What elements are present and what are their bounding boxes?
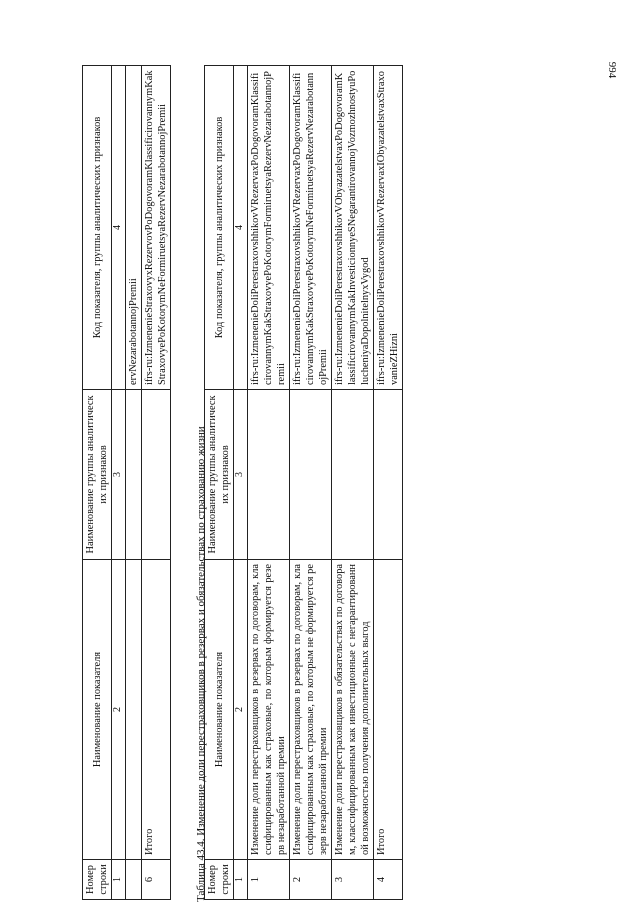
row-number: 4 — [373, 860, 402, 900]
header-row — [83, 66, 112, 900]
row-number: 1 — [247, 860, 289, 900]
table-43-3-end — [82, 65, 171, 900]
row-group — [125, 390, 141, 560]
row-number — [125, 860, 141, 900]
col-number: 2 — [112, 560, 126, 860]
row-group — [289, 390, 331, 560]
header-row — [205, 66, 234, 900]
col-number: 4 — [112, 66, 126, 390]
col-header-group: Наименование группы аналитических признаков — [205, 390, 234, 560]
row-code: ifrs-ru:IzmenenieDoliPerestraxovshhikovVRezervaxPoDogovoramKlassificirovannymKakStraxovyePoKotorymFormiruetsyaRezervNezarabotannojPremii — [247, 66, 289, 390]
col-header-number: Номер строки — [83, 860, 112, 900]
table-row — [247, 66, 289, 900]
table-row — [289, 66, 331, 900]
col-header-code: Код показателя, группы аналитических признаков — [205, 66, 234, 390]
row-code: ifrs-ru:IzmenenieDoliPerestraxovshhikovVRezervaxIObyazatelstvaxStraxovanieZHizni — [373, 66, 402, 390]
table-caption: Таблица 43.4. Изменение доли перестраховщиков в резервах и обязательствах по страхованию жизни — [195, 426, 207, 902]
row-number: 2 — [289, 860, 331, 900]
table-row — [141, 66, 170, 900]
col-header-code: Код показателя, группы аналитических признаков — [83, 66, 112, 390]
column-number-row — [234, 66, 248, 900]
row-group — [373, 390, 402, 560]
table-43-4 — [204, 65, 403, 900]
row-group — [141, 390, 170, 560]
row-name: Изменение доли перестраховщиков в обязательствах по договорам, классифицированным как инвестиционные с негарантированной возможностью получения дополнительных выгод — [331, 560, 373, 860]
row-code: ifrs-ru:IzmenenieStraxovyxRezervovPoDogovoramKlassificirovannymKakStraxovyePoKotorymNeFormiruetsyaRezervNezarabotannojPremii — [141, 66, 170, 390]
column-number-row — [112, 66, 126, 900]
row-code: ifrs-ru:IzmenenieDoliPerestraxovshhikovVRezervaxPoDogovoramKlassificirovannymKakStraxovyePoKotorymNeFormiruetsyaRezervNezarabotannojPremii — [289, 66, 331, 390]
row-number: 3 — [331, 860, 373, 900]
col-number: 3 — [234, 390, 248, 560]
col-number: 3 — [112, 390, 126, 560]
table-continuation — [82, 66, 188, 900]
row-number: 6 — [141, 860, 170, 900]
table-43-4-wrapper — [204, 66, 504, 900]
col-header-number: Номер строки — [205, 860, 234, 900]
col-header-name: Наименование показателя — [205, 560, 234, 860]
table-row — [125, 66, 141, 900]
col-header-name: Наименование показателя — [83, 560, 112, 860]
col-number: 4 — [234, 66, 248, 390]
table-row — [373, 66, 402, 900]
row-group — [331, 390, 373, 560]
row-name — [125, 560, 141, 860]
col-number: 1 — [112, 860, 126, 900]
page-number: 994 — [606, 61, 618, 79]
table-row — [331, 66, 373, 900]
row-name: Изменение доли перестраховщиков в резервах по договорам, классифицированным как страховые, по которым не формируется резерв незаработанной премии — [289, 560, 331, 860]
row-code: ervNezarabotannojPremii — [125, 66, 141, 390]
row-code: ifrs-ru:IzmenenieDoliPerestraxovshhikovVObyazatelstvaxPoDogovoramKlassificirovannymKakInvesticionnyeSNegarantirovannojVozmozhnostyuPolucheniyaDopolnitelnyxVygod — [331, 66, 373, 390]
row-name: Итого — [373, 560, 402, 860]
row-name: Изменение доли перестраховщиков в резервах по договорам, классифицированным как страховые, по которым формируется резерв незаработанной премии — [247, 560, 289, 860]
col-number: 2 — [234, 560, 248, 860]
row-group — [247, 390, 289, 560]
row-name: Итого — [141, 560, 170, 860]
col-header-group: Наименование группы аналитических признаков — [83, 390, 112, 560]
col-number: 1 — [234, 860, 248, 900]
